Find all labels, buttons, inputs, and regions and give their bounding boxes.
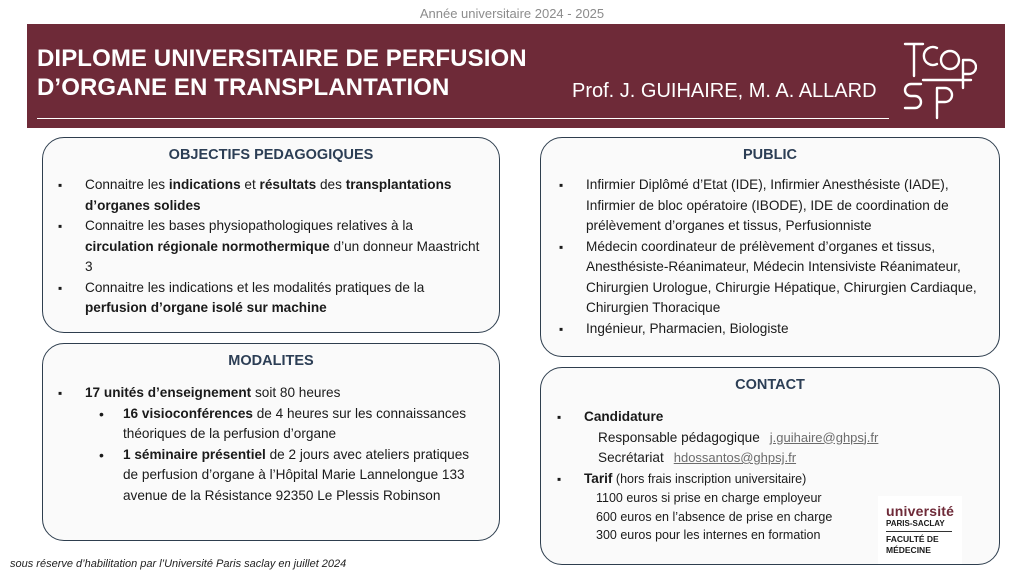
responsable-row: Responsable pédagogique j.guihaire@ghpsj.fr [598, 429, 879, 445]
academic-year: Année universitaire 2024 - 2025 [419, 6, 605, 21]
list-item: ▪ Ingénieur, Pharmacien, Biologiste [586, 319, 987, 340]
title-line-1: DIPLOME UNIVERSITAIRE DE PERFUSION [37, 45, 527, 72]
page-title [37, 44, 527, 102]
audience-list [586, 175, 987, 339]
list-item: ▪ 17 unités d’enseignement soit 80 heures • 16 visioconférences de 4 heures sur les connaissances théoriques de la perfusion d’organe • 1 séminaire présentiel de 2 jours avec ateliers pratiques de perfusion d’organe à l’Hôpital Marie Lannelongue 133 avenue de la Résistance 92350 Le Plessis Robinson [85, 383, 483, 506]
university-logo-line2: PARIS-SACLAY [886, 519, 945, 528]
header-banner [27, 24, 1005, 128]
objectives-title: OBJECTIFS PEDAGOGIQUES [168, 147, 374, 163]
tarif-row: 1100 euros si prise en charge employeur [596, 491, 822, 505]
authors: Prof. J. GUIHAIRE, M. A. ALLARD [572, 80, 877, 102]
list-item: ▪ Infirmier Diplômé d’Etat (IDE), Infirmier Anesthésiste (IADE), Infirmier de bloc opératoire (IBODE), IDE de coordination de prélèvement d’organes et tissus, Perfusionniste [586, 175, 987, 237]
list-item: ▪ Connaitre les indications et résultats des transplantations d’organes solides [85, 175, 483, 216]
list-item: • 16 visioconférences de 4 heures sur les connaissances théoriques de la perfusion d’organe [123, 404, 483, 445]
list-item: • 1 séminaire présentiel de 2 jours avec ateliers pratiques de perfusion d’organe à l’Hôpital Marie Lannelongue 133 avenue de la Résistance 92350 Le Plessis Robinson [123, 445, 483, 507]
footnote: sous réserve d’habilitation par l’Université Paris saclay en juillet 2024 [10, 558, 347, 570]
university-logo-line1: université [886, 503, 955, 519]
list-item: ▪ Connaitre les indications et les modalités pratiques de la perfusion d’organe isolé sur machine [85, 278, 483, 319]
candidature-label: Candidature [584, 409, 664, 424]
tarif-label: Tarif [584, 470, 613, 486]
university-logo-divider [886, 531, 952, 532]
modalities-card [42, 343, 500, 541]
objectives-card [42, 137, 500, 333]
university-logo-line3: FACULTÉ DE MÉDECINE [886, 534, 939, 555]
tarif-note: (hors frais inscription universitaire) [612, 471, 807, 486]
tarif-row: 600 euros en l’absence de prise en charge [596, 509, 833, 524]
list-item: ▪ Connaitre les bases physiopathologiques relatives à la circulation régionale normothermique d’un donneur Maastricht 3 [85, 216, 483, 278]
university-logo [878, 496, 962, 564]
contact-title: CONTACT [735, 377, 805, 393]
secretariat-email-link[interactable]: hdossantos@ghpsj.fr [673, 450, 797, 465]
objectives-list [85, 175, 483, 319]
modalities-title: MODALITES [228, 353, 314, 369]
audience-title: PUBLIC [743, 147, 797, 163]
secretariat-row: Secrétariat hdossantos@ghpsj.fr [598, 450, 797, 465]
responsable-email-link[interactable]: j.guihaire@ghpsj.fr [769, 429, 879, 445]
list-item: ▪ Médecin coordinateur de prélèvement d’organes et tissus, Anesthésiste-Réanimateur, Médecin Intensiviste Réanimateur, Chirurgien Urologue, Chirurgie Hépatique, Chirurgien Cardiaque, Chirurgien Thoracique [586, 237, 987, 319]
tcopsp-logo-icon [901, 38, 977, 122]
tarif-row: 300 euros pour les internes en formation [596, 528, 821, 542]
modalities-list [85, 383, 483, 506]
header-divider [37, 118, 889, 119]
list-item [584, 407, 987, 469]
modalities-sublist [123, 404, 483, 507]
audience-card [540, 137, 1000, 357]
title-line-2: D’ORGANE EN TRANSPLANTATION [37, 74, 450, 101]
